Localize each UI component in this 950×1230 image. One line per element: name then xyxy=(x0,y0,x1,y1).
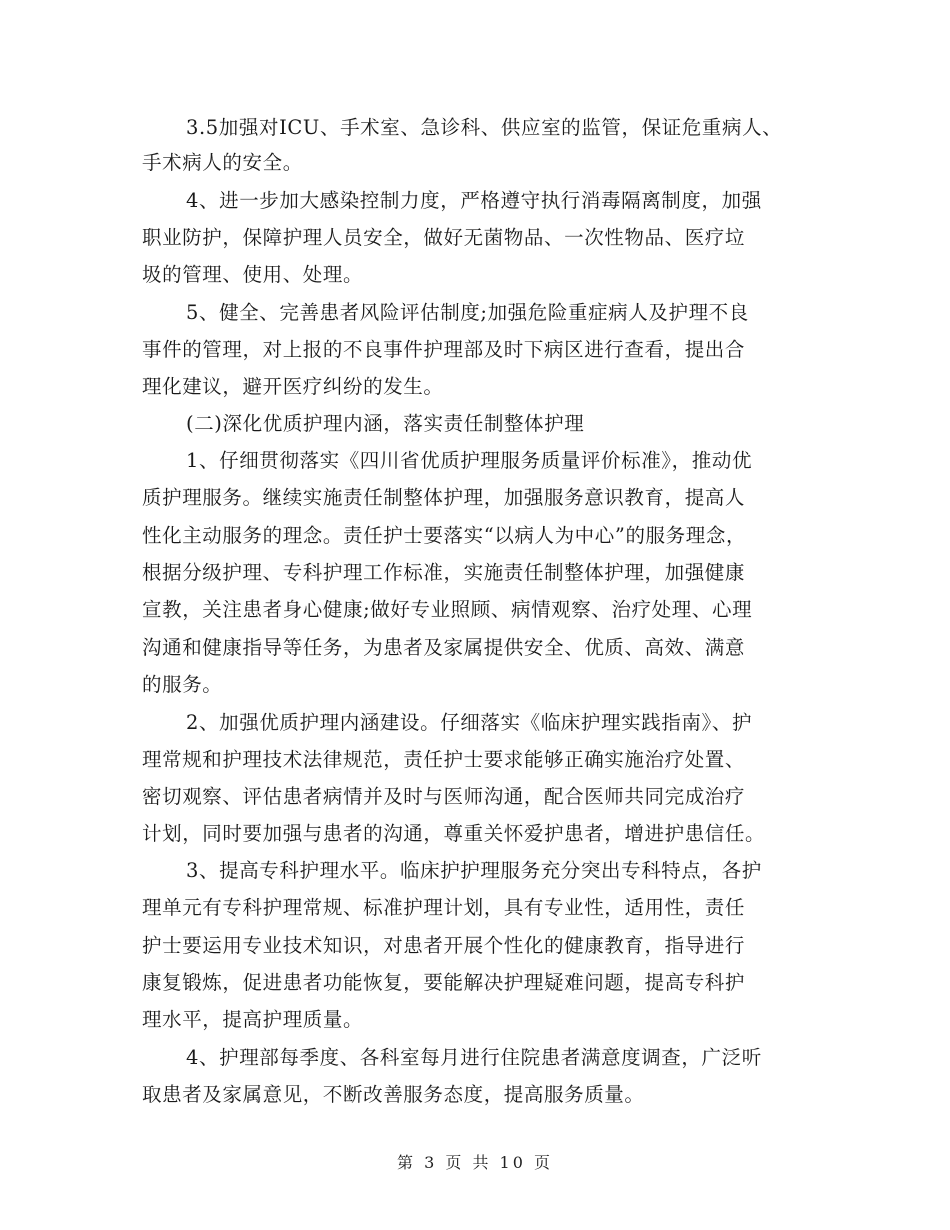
paragraph-line: 根据分级护理、专科护理工作标准，实施责任制整体护理，加强健康 xyxy=(142,561,746,584)
paragraph-line: 2、加强优质护理内涵建设。仔细落实《临床护理实践指南》、护 xyxy=(186,711,753,734)
paragraph-line: 1、仔细贯彻落实《四川省优质护理服务质量评价标准》，推动优 xyxy=(186,449,753,472)
paragraph-line: 性化主动服务的理念。责任护士要落实“以病人为中心”的服务理念， xyxy=(142,524,747,547)
paragraph-line: 圾的管理、使用、处理。 xyxy=(142,263,364,286)
paragraph-line: 的服务。 xyxy=(142,673,223,696)
paragraph-line: 3、提高专科护理水平。临床护护理服务充分突出专科特点，各护 xyxy=(186,859,762,882)
paragraph-line: 4、进一步加大感染控制力度，严格遵守执行消毒隔离制度，加强 xyxy=(186,189,762,212)
paragraph-line: 沟通和健康指导等任务，为患者及家属提供安全、优质、高效、满意 xyxy=(142,636,746,659)
paragraph-line: 职业防护，保障护理人员安全，做好无菌物品、一次性物品、医疗垃 xyxy=(142,226,746,249)
paragraph-line: 理水平，提高护理质量。 xyxy=(142,1008,364,1031)
paragraph-line: 宣教，关注患者身心健康;做好专业照顾、病情观察、治疗处理、心理 xyxy=(142,598,753,621)
paragraph-line: 康复锻炼，促进患者功能恢复，要能解决护理疑难问题，提高专科护 xyxy=(142,971,746,994)
paragraph-line: 取患者及家属意见，不断改善服务态度，提高服务质量。 xyxy=(142,1083,645,1106)
paragraph-line: 理单元有专科护理常规、标准护理计划，具有专业性，适用性，责任 xyxy=(142,896,746,919)
paragraph-line: 4、护理部每季度、各科室每月进行住院患者满意度调查，广泛听 xyxy=(186,1046,762,1069)
paragraph-line: 理常规和护理技术法律规范，责任护士要求能够正确实施治疗处置、 xyxy=(142,748,746,771)
paragraph-line: 5、健全、完善患者风险评估制度;加强危险重症病人及护理不良 xyxy=(186,301,749,324)
paragraph-line: 护士要运用专业技术知识，对患者开展个性化的健康教育，指导进行 xyxy=(142,934,746,957)
paragraph-line: 计划，同时要加强与患者的沟通，尊重关怀爱护患者，增进护患信任。 xyxy=(142,822,766,845)
paragraph-line: 事件的管理，对上报的不良事件护理部及时下病区进行查看，提出合 xyxy=(142,338,746,361)
page-number-footer: 第 3 页 共 10 页 xyxy=(397,1153,553,1172)
paragraph-line: 质护理服务。继续实施责任制整体护理，加强服务意识教育，提高人 xyxy=(142,486,746,509)
paragraph-line: 密切观察、评估患者病情并及时与医师沟通，配合医师共同完成治疗 xyxy=(142,785,746,808)
paragraph-line: 3.5加强对ICU、手术室、急诊科、供应室的监管，保证危重病人、 xyxy=(186,116,783,139)
section-heading: (二)深化优质护理内涵，落实责任制整体护理 xyxy=(186,412,585,435)
paragraph-line: 手术病人的安全。 xyxy=(142,151,303,174)
paragraph-line: 理化建议，避开医疗纠纷的发生。 xyxy=(142,375,444,398)
